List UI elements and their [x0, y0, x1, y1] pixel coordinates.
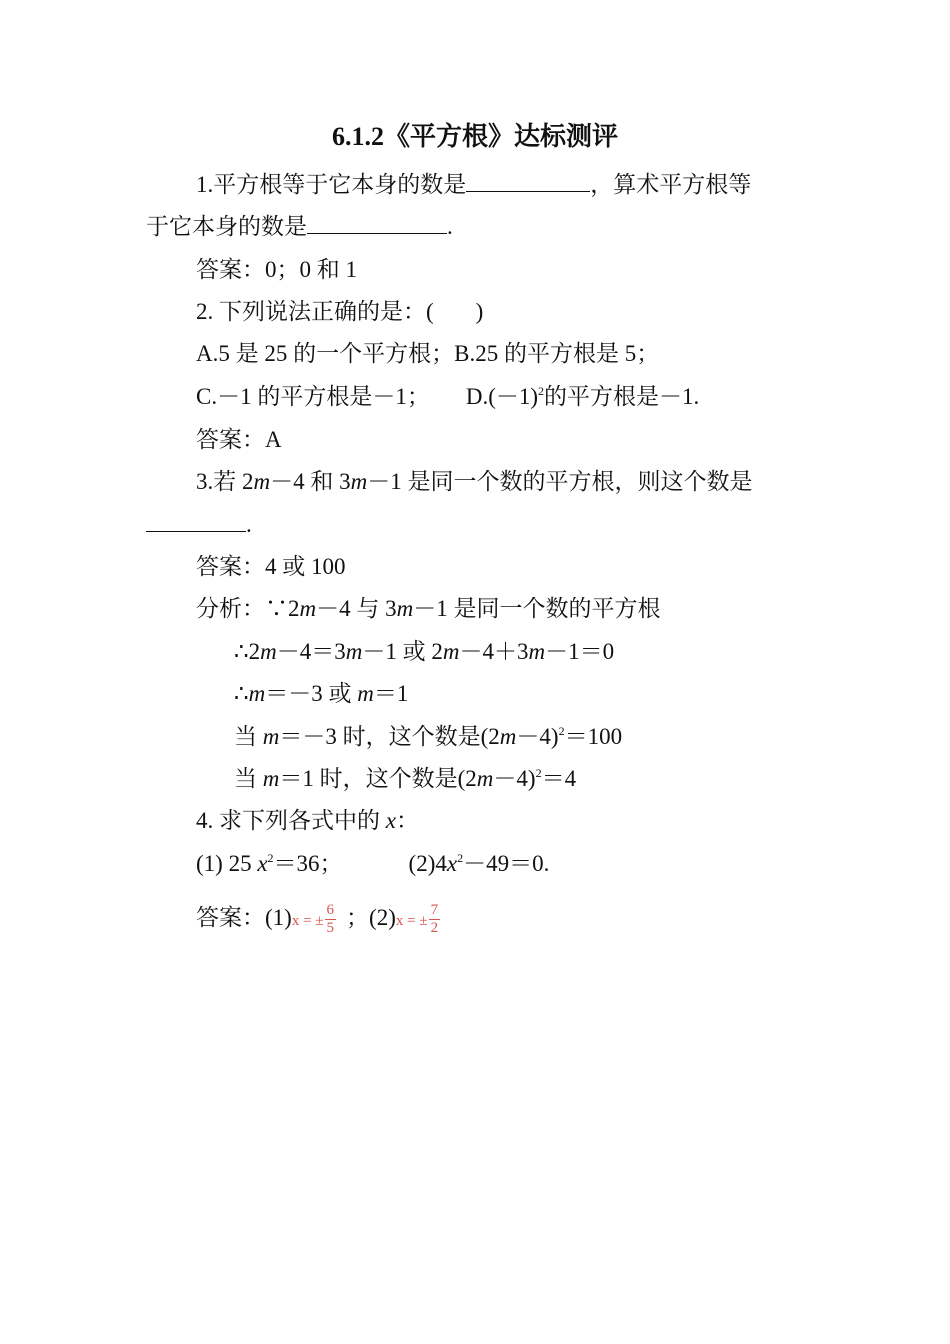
var-m: m — [350, 469, 368, 494]
q2-option-d-b: 的平方根是－1. — [544, 384, 700, 409]
analysis-text: 当 — [234, 724, 257, 749]
q3-answer: 答案：4 或 100 — [196, 554, 346, 579]
var-m: m — [442, 639, 460, 664]
q4-answer-label-2: (2) — [369, 905, 396, 930]
q3-blank[interactable] — [146, 511, 246, 532]
analysis-text: －1 或 2 — [362, 639, 443, 664]
q2-options-row-2 — [196, 382, 699, 412]
question-1-line-1 — [196, 170, 751, 200]
q4-part-1: (1) 25 — [196, 851, 252, 876]
q3-text-d: . — [246, 512, 252, 537]
question-3-line-1 — [196, 467, 753, 497]
q1-text-a: 1.平方根等于它本身的数是 — [196, 172, 467, 197]
q2-stem-close: ) — [475, 299, 484, 324]
var-m: m — [248, 681, 266, 706]
q3-analysis-line-5 — [234, 764, 576, 794]
superscript: 2 — [558, 724, 565, 738]
fraction-numerator: 7 — [430, 902, 439, 919]
analysis-text: 分析：∵2 — [196, 596, 300, 621]
var-m: m — [528, 639, 546, 664]
q4-parts — [196, 849, 549, 879]
analysis-text: ＝100 — [564, 724, 623, 749]
analysis-text: －4 与 3 — [316, 596, 397, 621]
q3-text-b: －4 和 3 — [270, 469, 351, 494]
var-m: m — [299, 596, 317, 621]
q2-options-row-1 — [196, 339, 659, 369]
superscript: 2 — [535, 766, 542, 780]
q3-analysis-line-3 — [234, 679, 408, 709]
var-m: m — [357, 681, 374, 706]
analysis-text: ＝－3 时，这个数是(2 — [279, 724, 500, 749]
analysis-text: －4) — [493, 766, 536, 791]
analysis-text: －1＝0 — [545, 639, 615, 664]
q4-answer — [196, 898, 440, 941]
var-m: m — [476, 766, 494, 791]
answer-separator: ； — [346, 905, 370, 930]
var-x: x — [385, 808, 396, 833]
q3-text-a: 3.若 2 — [196, 469, 254, 494]
var-m: m — [345, 639, 363, 664]
q2-option-d-sup: 2 — [538, 384, 545, 398]
q2-answer: 答案：A — [196, 427, 282, 452]
q4-text-b: ： — [395, 808, 419, 833]
q1-text-c: 于它本身的数是 — [146, 214, 307, 239]
var-x: x — [257, 851, 268, 876]
q4-answer-label: 答案：(1) — [196, 905, 292, 930]
fraction-denominator: 5 — [326, 920, 335, 937]
q3-analysis-line-4 — [234, 722, 622, 752]
analysis-text: ＝1 时，这个数是(2 — [279, 766, 477, 791]
answer-1-lhs: x = ± — [291, 913, 324, 929]
q2-option-b: B.25 的平方根是 5； — [454, 341, 660, 366]
analysis-text: －4＋3 — [459, 639, 529, 664]
analysis-text: －1 是同一个数的平方根 — [413, 596, 661, 621]
q1-blank-1[interactable] — [466, 171, 590, 192]
superscript: 2 — [267, 851, 274, 865]
q3-analysis-line-1 — [196, 594, 661, 624]
analysis-text: －4) — [516, 724, 559, 749]
answer-1-fraction — [325, 902, 337, 937]
analysis-text: ＝4 — [541, 766, 577, 791]
analysis-text: 当 — [234, 766, 257, 791]
q2-option-c: C.－1 的平方根是－1； — [196, 384, 430, 409]
var-m: m — [499, 724, 517, 749]
q4-part-1-rhs: ＝36； — [273, 851, 343, 876]
analysis-text: ＝1 — [373, 681, 409, 706]
q1-blank-2[interactable] — [307, 213, 447, 234]
var-x: x — [446, 851, 458, 876]
question-2-stem — [196, 297, 483, 327]
q2-stem-text: 2. 下列说法正确的是：( — [196, 299, 434, 324]
superscript: 2 — [457, 851, 464, 865]
q2-option-d-a: D.(－1) — [465, 384, 539, 409]
fraction-numerator: 6 — [326, 902, 335, 919]
q3-analysis-line-2 — [234, 637, 614, 667]
question-4-stem — [196, 806, 419, 836]
analysis-text: ＝－3 或 — [265, 681, 352, 706]
q1-text-b: ，算术平方根等 — [590, 172, 752, 197]
analysis-text: －4＝3 — [276, 639, 346, 664]
question-1-line-2 — [146, 212, 453, 242]
page-title: 6.1.2《平方根》达标测评 — [331, 122, 618, 151]
q4-part-2: (2)4 — [408, 851, 447, 876]
q3-text-c: －1 是同一个数的平方根，则这个数是 — [367, 469, 753, 494]
q4-part-2-rhs: －49＝0. — [463, 851, 550, 876]
q1-text-d: . — [447, 214, 453, 239]
question-3-line-2 — [146, 510, 252, 540]
var-m: m — [262, 724, 280, 749]
var-m: m — [253, 469, 271, 494]
var-m: m — [262, 766, 280, 791]
analysis-text: ∴2 — [234, 639, 261, 664]
q4-text-a: 4. 求下列各式中的 — [196, 808, 380, 833]
q1-answer: 答案：0；0 和 1 — [196, 257, 357, 282]
analysis-text: ∴ — [234, 681, 249, 706]
var-m: m — [396, 596, 414, 621]
var-m: m — [260, 639, 277, 664]
answer-2-fraction — [429, 902, 441, 937]
answer-2-lhs: x = ± — [395, 913, 428, 929]
q2-option-a: A.5 是 25 的一个平方根； — [196, 341, 455, 366]
fraction-denominator: 2 — [430, 920, 439, 937]
